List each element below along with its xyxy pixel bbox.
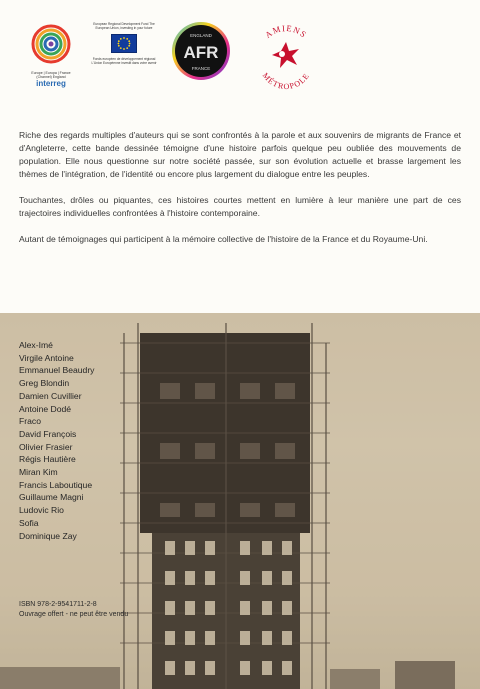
author-name: Ludovic Rio: [19, 505, 64, 516]
author-name: Guillaume Magni: [19, 492, 84, 503]
author-name: Fraco: [19, 416, 41, 427]
author-list: [19, 339, 94, 542]
author-name: Virgile Antoine: [19, 352, 74, 363]
eu-logo: [88, 22, 160, 86]
author-name: Miran Kim: [19, 467, 58, 478]
not-for-sale-notice: Ouvrage offert - ne peut être vendu: [19, 611, 129, 618]
description-paragraph-2: Touchantes, drôles ou piquantes, ces histoires courtes mettent en lumière à leur manière une part de ces trajectoires individuelles confrontées à l'histoire contemporaine.: [19, 195, 461, 218]
interreg-word: interreg: [36, 79, 66, 88]
eu-caption-fr: Fonds européen de développement régional L'Union Européenne investit dans votre avenir: [91, 57, 157, 65]
amiens-metropole-logo: [253, 18, 319, 96]
amiens-bottom-text: MÉTROPOLE: [260, 71, 312, 92]
building-photo: [0, 313, 480, 689]
svg-text:AMIENS: [263, 23, 309, 40]
isbn-block: [19, 600, 128, 620]
partner-logos: [0, 18, 480, 98]
author-name: Francis Laboutique: [19, 479, 93, 490]
author-name: Dominique Zay: [19, 530, 77, 541]
description-paragraph-3: Autant de témoignages qui participent à la mémoire collective de l'histoire de la France et du Royaume-Uni.: [19, 234, 428, 244]
interreg-circle-logo: [31, 24, 71, 64]
eu-caption-en: European Regional Development Fund The European Union, investing in your future: [93, 22, 155, 30]
isbn-number: ISBN 978-2-9541711-2-8: [19, 601, 97, 608]
afr-main-text: AFR: [183, 43, 219, 62]
afr-top-text: ENGLAND: [190, 33, 212, 38]
author-name: Régis Hautière: [19, 454, 76, 465]
author-name: Olivier Frasier: [19, 441, 73, 452]
interreg-logo: [26, 24, 76, 86]
author-name: Damien Cuvillier: [19, 390, 82, 401]
description: [19, 129, 461, 259]
author-name: Greg Blondin: [19, 378, 70, 389]
afr-logo: [170, 20, 232, 82]
author-name: David François: [19, 428, 77, 439]
author-name: Alex-Imé: [19, 340, 53, 350]
author-name: Antoine Dodé: [19, 403, 72, 414]
description-paragraph-1: Riche des regards multiples d'auteurs qui se sont confrontés à la parole et aux souvenirs de migrants de France et d'Angleterre, cette bande dessinée témoigne d'une histoire parfois quelque peu oubliée des mouvements de population. Elle nous questionne sur notre société passée, sur son évolution actuelle et brasse largement les thèmes de l'intégration, de l'identité ou encore plus largement du dialogue entre les peuples.: [19, 130, 461, 179]
author-name: Sofia: [19, 517, 39, 528]
amiens-top-text: AMIENS: [263, 23, 310, 40]
afr-bottom-text: FRANCE: [191, 66, 211, 71]
interreg-tiny-text: Europe | Europa | France (Channel) England: [31, 71, 71, 79]
svg-text:MÉTROPOLE: [261, 71, 312, 91]
eu-flag-icon: [111, 34, 137, 53]
author-name: Emmanuel Beaudry: [19, 365, 95, 376]
amiens-star-icon: [272, 42, 299, 68]
